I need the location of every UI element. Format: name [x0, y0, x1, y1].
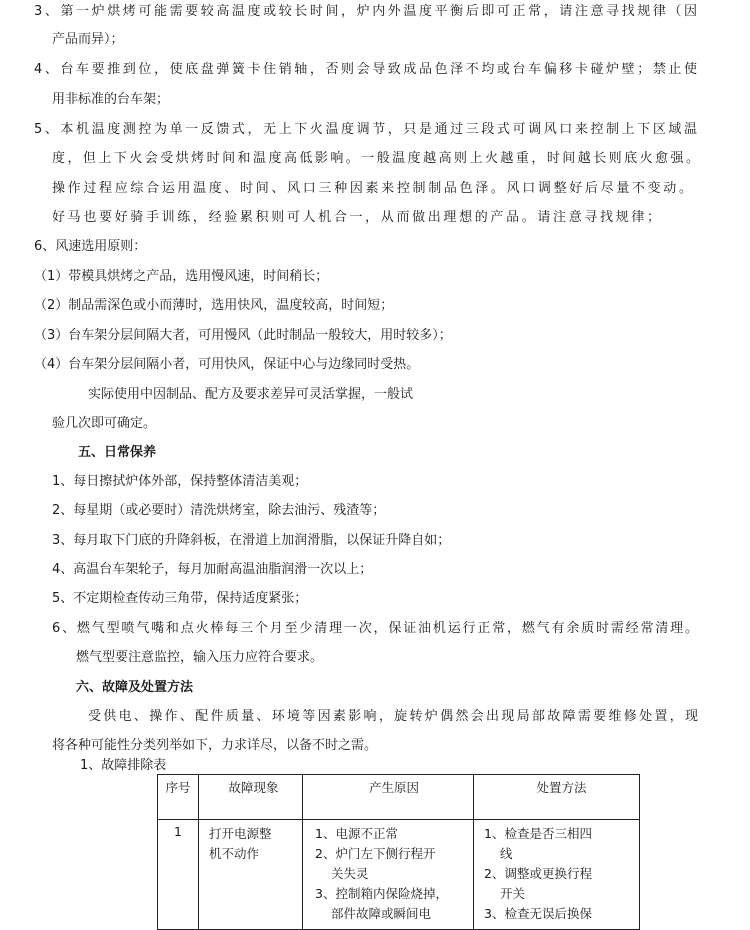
- fix-item: 3、检查无误后换保: [484, 906, 592, 921]
- section-heading-faults: 六、故障及处置方法: [76, 680, 194, 695]
- fault-table-header-row: [158, 775, 640, 820]
- row-1-causes: [303, 820, 474, 930]
- table-row: [158, 820, 640, 930]
- maintenance-item-6-line-1: 6、燃气型喷气嘴和点火棒每三个月至少清理一次，保证油机运行正常，燃气有余质时需经常清理。: [52, 621, 698, 636]
- practice-note-line-2: 验几次即可确定。: [52, 416, 157, 431]
- wind-rule-1: （1）带模具烘烤之产品，选用慢风速，时间稍长；: [34, 269, 329, 284]
- header-symptom: 故障现象: [199, 775, 303, 820]
- maintenance-item-4: 4、高温台车架轮子，每月加耐高温油脂润滑一次以上；: [52, 562, 373, 577]
- note-4-line-1: 4、台车要推到位，使底盘弹簧卡住销轴，否则会导致成品色泽不均或台车偏移卡碰炉壁；禁止使: [34, 62, 697, 77]
- cause-item-cont: 关失灵: [331, 866, 369, 881]
- maintenance-item-6-line-2: 燃气型要注意监控，输入压力应符合要求。: [76, 650, 324, 665]
- row-1-fixes: [474, 820, 640, 930]
- fix-item-cont: 线: [500, 846, 513, 861]
- wind-rule-4: （4）台车架分层间隔小者，可用快风，保证中心与边缘同时受热。: [34, 357, 420, 372]
- fix-item-cont: 开关: [500, 886, 526, 901]
- note-5-line-1: 5、本机温度测控为单一反馈式，无上下火温度调节，只是通过三段式可调风口来控制上下区域温: [34, 122, 697, 137]
- header-fix: 处置方法: [474, 775, 640, 820]
- note-3-line-1: 3、第一炉烘烤可能需要较高温度或较长时间，炉内外温度平衡后即可正常，请注意寻找规律（因: [34, 4, 697, 19]
- maintenance-item-5: 5、不定期检查传动三角带，保持适度紧张；: [52, 591, 308, 606]
- fix-item: 1、检查是否三相四: [484, 826, 592, 841]
- faults-intro-line-1: 受供电、操作、配件质量、环境等因素影响，旋转炉偶然会出现局部故障需要维修处置，现: [88, 709, 698, 724]
- note-4-line-2: 用非标准的台车架；: [52, 92, 170, 107]
- practice-note-line-1: 实际使用中因制品、配方及要求差异可灵活掌握，一般试: [88, 387, 414, 402]
- cause-item: 1、电源不正常: [315, 826, 398, 841]
- wind-rule-2: （2）制品需深色或小而薄时，选用快风，温度较高，时间短；: [34, 298, 394, 313]
- cause-item: 2、炉门左下侧行程开: [315, 846, 436, 861]
- faults-intro-line-2: 将各种可能性分类列举如下，力求详尽，以备不时之需。: [52, 738, 378, 753]
- header-seq: 序号: [158, 775, 199, 820]
- wind-rule-3: （3）台车架分层间隔大者，可用慢风（此时制品一般较大，用时较多）；: [34, 328, 452, 343]
- note-3-line-2: 产品而异）；: [52, 32, 124, 47]
- maintenance-item-1: 1、每日擦拭炉体外部，保持整体清洁美观；: [52, 474, 308, 489]
- fix-item: 2、调整或更换行程: [484, 866, 592, 881]
- maintenance-item-3: 3、每月取下门底的升降斜板，在滑道上加润滑脂，以保证升降自如；: [52, 533, 451, 548]
- section-heading-maintenance: 五、日常保养: [78, 445, 157, 460]
- row-1-symptom: [199, 820, 303, 930]
- symptom-line: 机不动作: [209, 846, 260, 861]
- fault-table-caption: 1、故障排除表: [80, 758, 167, 773]
- note-5-line-3: 操作过程应综合运用温度、时间、风口三种因素来控制制品色泽。风口调整好后尽量不变动。: [52, 181, 692, 196]
- cause-item: 3、控制箱内保险烧掉，: [315, 886, 448, 901]
- row-1-seq: 1: [158, 820, 199, 930]
- symptom-line: 打开电源整: [209, 826, 272, 841]
- maintenance-item-2: 2、每星期（或必要时）清洗烘烤室，除去油污、残渣等；: [52, 503, 386, 518]
- note-5-line-4: 好马也要好骑手训练，经验累积则可人机合一，从而做出理想的产品。请注意寻找规律；: [52, 210, 660, 225]
- cause-item-cont: 部件故障或瞬间电: [331, 906, 432, 921]
- header-cause: 产生原因: [303, 775, 474, 820]
- note-6-title: 6、风速选用原则：: [34, 239, 147, 254]
- fault-table: [157, 774, 640, 930]
- note-5-line-2: 度，但上下火会受烘烤时间和温度高低影响。一般温度越高则上火越重，时间越长则底火愈强。: [52, 151, 699, 166]
